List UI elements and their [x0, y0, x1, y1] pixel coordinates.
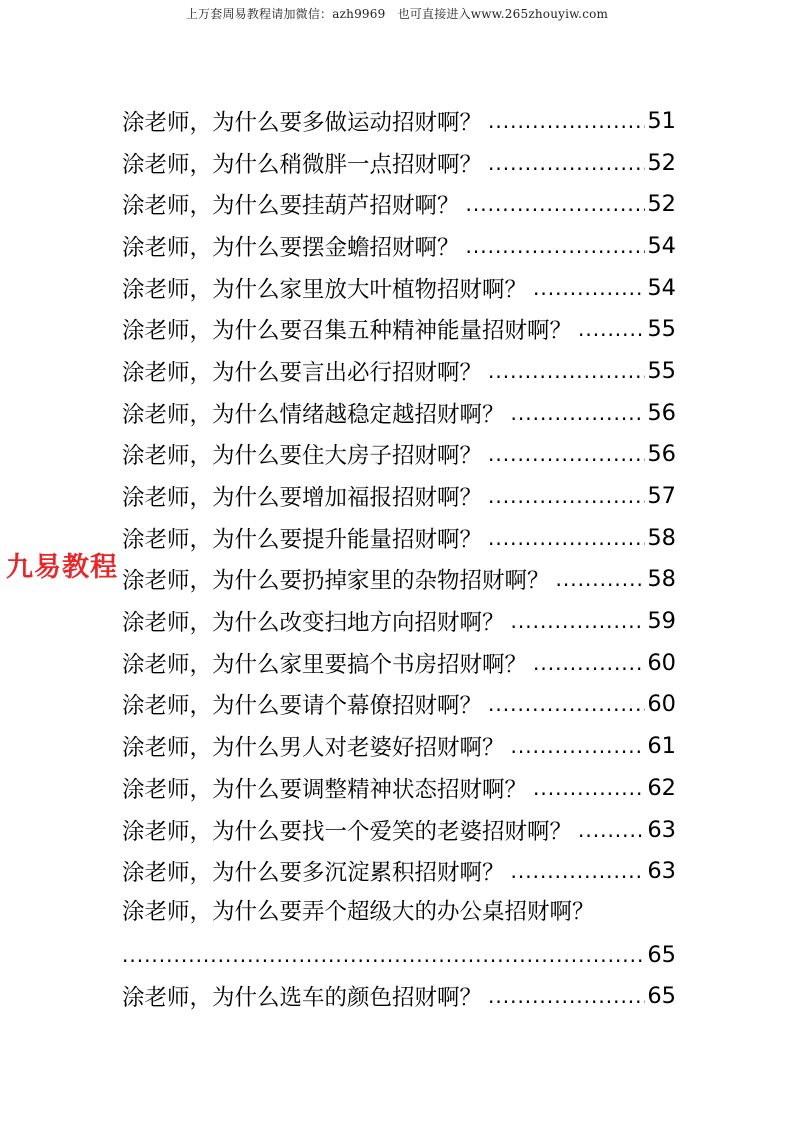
- toc-entry-page: 63: [647, 816, 676, 843]
- toc-leader-dots: [556, 569, 646, 589]
- toc-entry[interactable]: [122, 100, 676, 142]
- toc-entry-title: 涂老师，为什么要召集五种精神能量招财啊？: [122, 318, 573, 345]
- toc-entry-page: 59: [647, 608, 676, 635]
- toc-leader-dots: [511, 611, 646, 631]
- toc-entry-page: 65: [647, 941, 676, 968]
- toc-entry[interactable]: [122, 183, 676, 225]
- toc-entry-page: 60: [647, 691, 676, 718]
- toc-entry[interactable]: [122, 434, 676, 476]
- toc-entry-title: 涂老师，为什么情绪越稳定越招财啊？: [122, 401, 505, 428]
- toc-entry-page: 54: [647, 274, 676, 301]
- toc-entry[interactable]: [122, 725, 676, 767]
- toc-entry-title: 涂老师，为什么要请个幕僚招财啊？: [122, 693, 483, 720]
- toc-entry-title: 涂老师，为什么要挂葫芦招财啊？: [122, 193, 460, 220]
- toc-entry-title: 涂老师，为什么要找一个爱笑的老婆招财啊？: [122, 818, 573, 845]
- toc-entry-title: 涂老师，为什么要多做运动招财啊？: [122, 109, 483, 136]
- top-banner: 上万套周易教程请加微信：azh9969 也可直接进入www.265zhouyiw.com: [185, 7, 609, 21]
- toc-entry-title: 涂老师，为什么要提升能量招财啊？: [122, 526, 483, 553]
- toc-entry-page: 61: [647, 733, 676, 760]
- toc-entry-page: 58: [647, 566, 676, 593]
- toc-entry-page: 52: [647, 191, 676, 218]
- toc-entry-title: 涂老师，为什么家里放大叶植物招财啊？: [122, 276, 528, 303]
- toc-entry[interactable]: [122, 142, 676, 184]
- toc-entry-title: 涂老师，为什么要增加福报招财啊？: [122, 485, 483, 512]
- toc-entry-title: 涂老师，为什么要住大房子招财啊？: [122, 443, 483, 470]
- toc-entry-title: 涂老师，为什么要摆金蟾招财啊？: [122, 234, 460, 261]
- toc-leader-dots: [488, 361, 645, 381]
- toc-leader-dots: [488, 111, 645, 131]
- toc-entry-page: 58: [647, 524, 676, 551]
- toc-leader-dots: [122, 945, 645, 965]
- toc-leader-dots: [488, 444, 645, 464]
- toc-entry-title: 涂老师，为什么要多沉淀累积招财啊？: [122, 860, 505, 887]
- toc-entry-page: 56: [647, 399, 676, 426]
- toc-leader-dots: [488, 153, 645, 173]
- toc-entry-title: 涂老师，为什么家里要搞个书房招财啊？: [122, 651, 528, 678]
- toc-entry[interactable]: [122, 475, 676, 517]
- toc-entry[interactable]: [122, 892, 676, 934]
- toc-entry[interactable]: [122, 517, 676, 559]
- table-of-contents: [122, 100, 676, 1017]
- toc-entry[interactable]: [122, 975, 676, 1017]
- toc-leader-dots: [488, 694, 645, 714]
- toc-leader-dots: [533, 778, 645, 798]
- toc-entry-title: 涂老师，为什么要弄个超级大的办公桌招财啊？: [122, 899, 595, 926]
- toc-entry[interactable]: [122, 850, 676, 892]
- toc-entry[interactable]: [122, 809, 676, 851]
- toc-entry[interactable]: [122, 392, 676, 434]
- toc-entry[interactable]: [122, 350, 676, 392]
- toc-entry-title: 涂老师，为什么要调整精神状态招财啊？: [122, 776, 528, 803]
- toc-leader-dots: [511, 403, 646, 423]
- toc-leader-dots: [488, 986, 645, 1006]
- toc-entry-page: 55: [647, 357, 676, 384]
- toc-entry-title: 涂老师，为什么选车的颜色招财啊？: [122, 985, 483, 1012]
- toc-leader-dots: [511, 861, 646, 881]
- watermark-logo: 九易教程: [6, 552, 118, 583]
- toc-entry-title: 涂老师，为什么要言出必行招财啊？: [122, 359, 483, 386]
- toc-leader-dots: [466, 236, 646, 256]
- toc-leader-dots: [533, 278, 645, 298]
- toc-entry-page: 55: [647, 316, 676, 343]
- toc-leader-dots: [488, 528, 645, 548]
- toc-leader-dots: [466, 194, 646, 214]
- toc-entry-page: 51: [647, 107, 676, 134]
- toc-entry[interactable]: [122, 225, 676, 267]
- toc-leader-dots: [488, 486, 645, 506]
- toc-entry[interactable]: [122, 600, 676, 642]
- toc-entry-title: 涂老师，为什么男人对老婆好招财啊？: [122, 735, 505, 762]
- toc-entry-page: 52: [647, 149, 676, 176]
- toc-entry-page: 54: [647, 232, 676, 259]
- toc-entry[interactable]: [122, 267, 676, 309]
- toc-entry-page: 56: [647, 441, 676, 468]
- toc-entry-page: 57: [647, 483, 676, 510]
- toc-entry-page: 62: [647, 774, 676, 801]
- toc-entry[interactable]: [122, 767, 676, 809]
- toc-entry-continuation[interactable]: [122, 934, 676, 976]
- toc-entry[interactable]: [122, 308, 676, 350]
- toc-entry[interactable]: [122, 559, 676, 601]
- toc-entry-title: 涂老师，为什么稍微胖一点招财啊？: [122, 151, 483, 178]
- toc-entry-page: 65: [647, 983, 676, 1010]
- toc-leader-dots: [533, 653, 645, 673]
- toc-entry-title: 涂老师，为什么改变扫地方向招财啊？: [122, 610, 505, 637]
- toc-leader-dots: [578, 319, 645, 339]
- toc-entry[interactable]: [122, 642, 676, 684]
- toc-entry[interactable]: [122, 684, 676, 726]
- toc-entry-title: 涂老师，为什么要扔掉家里的杂物招财啊？: [122, 568, 550, 595]
- toc-leader-dots: [578, 820, 645, 840]
- toc-entry-page: 60: [647, 649, 676, 676]
- toc-entry-page: 63: [647, 858, 676, 885]
- toc-leader-dots: [511, 736, 646, 756]
